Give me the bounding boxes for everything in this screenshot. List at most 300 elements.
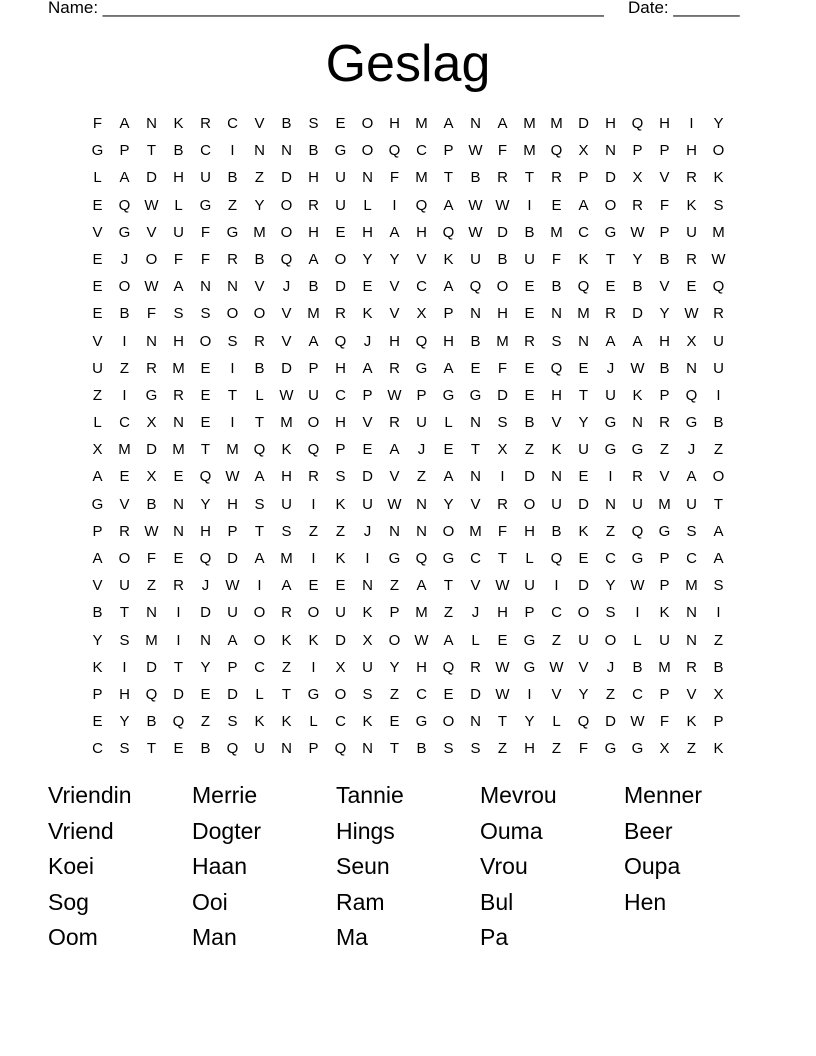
- grid-letter: M: [469, 522, 482, 540]
- grid-letter: I: [608, 468, 613, 486]
- grid-letter: T: [524, 169, 535, 187]
- grid-letter: D: [578, 577, 589, 595]
- word-list-item: Vrou: [480, 853, 528, 879]
- grid-letter: F: [497, 142, 508, 160]
- grid-letter: W: [468, 196, 483, 214]
- grid-letter: U: [227, 604, 238, 622]
- grid-letter: B: [119, 305, 130, 323]
- grid-letter: K: [335, 495, 346, 513]
- grid-letter: X: [416, 305, 427, 323]
- grid-letter: C: [227, 115, 238, 132]
- grid-letter: R: [254, 332, 265, 350]
- grid-letter: F: [578, 740, 589, 758]
- word-list-item: Sog: [48, 888, 89, 915]
- grid-letter: B: [551, 522, 562, 540]
- grid-letter: A: [443, 115, 454, 132]
- grid-letter: B: [254, 359, 265, 377]
- grid-letter: I: [311, 550, 316, 567]
- grid-letter: O: [253, 631, 266, 649]
- grid-letter: N: [146, 115, 157, 132]
- grid-letter: Y: [389, 658, 400, 676]
- grid-letter: E: [308, 577, 319, 595]
- grid-letter: F: [551, 250, 562, 268]
- grid-letter: A: [308, 250, 319, 268]
- grid-letter: V: [551, 685, 562, 703]
- grid-letter: A: [443, 278, 454, 296]
- grid-letter: N: [605, 495, 616, 513]
- name-date-header: [48, 0, 748, 18]
- grid-letter: O: [307, 604, 320, 622]
- grid-letter: S: [443, 740, 454, 758]
- grid-letter: E: [524, 278, 535, 296]
- word-list-item: Oupa: [624, 853, 681, 879]
- grid-letter: Q: [577, 278, 590, 296]
- grid-letter: J: [606, 359, 615, 377]
- grid-letter: N: [362, 169, 373, 187]
- grid-letter: H: [551, 386, 562, 404]
- grid-letter: C: [416, 685, 427, 703]
- grid-letter: H: [443, 332, 454, 350]
- grid-letter: U: [92, 359, 103, 377]
- grid-letter: O: [442, 522, 455, 540]
- grid-letter: N: [551, 305, 562, 323]
- grid-letter: Q: [550, 359, 563, 377]
- grid-letter: B: [632, 278, 643, 296]
- grid-letter: K: [686, 196, 697, 214]
- grid-letter: I: [527, 685, 532, 703]
- grid-letter: E: [524, 305, 535, 323]
- grid-letter: P: [308, 359, 319, 377]
- grid-letter: H: [416, 658, 427, 676]
- grid-letter: E: [578, 359, 589, 377]
- grid-letter: A: [497, 115, 508, 132]
- grid-letter: W: [495, 577, 510, 595]
- grid-letter: E: [335, 115, 346, 132]
- grid-letter: A: [308, 332, 319, 350]
- grid-letter: Q: [118, 196, 131, 214]
- grid-letter: P: [227, 658, 238, 676]
- grid-letter: R: [686, 169, 697, 187]
- grid-letter: W: [144, 196, 159, 214]
- grid-letter: B: [416, 740, 427, 758]
- grid-letter: A: [416, 577, 427, 595]
- grid-letter: Q: [226, 740, 239, 758]
- grid-letter: O: [361, 142, 374, 160]
- grid-letter: W: [144, 278, 159, 296]
- grid-letter: D: [173, 685, 184, 703]
- grid-letter: N: [254, 142, 265, 160]
- word-list-item: Haan: [192, 853, 247, 879]
- grid-letter: I: [230, 359, 235, 377]
- grid-letter: G: [604, 740, 617, 758]
- grid-letter: W: [495, 658, 510, 676]
- grid-letter: M: [172, 441, 185, 459]
- grid-letter: Z: [308, 522, 319, 540]
- grid-letter: V: [659, 468, 670, 486]
- grid-letter: M: [280, 550, 293, 567]
- grid-letter: O: [334, 685, 347, 703]
- grid-letter: E: [173, 740, 184, 758]
- grid-letter: O: [280, 223, 293, 241]
- grid-letter: N: [578, 332, 589, 350]
- grid-letter: P: [659, 142, 670, 160]
- grid-letter: P: [713, 713, 724, 731]
- grid-letter: G: [226, 223, 239, 241]
- grid-letter: Q: [145, 685, 158, 703]
- grid-letter: R: [551, 169, 562, 187]
- grid-letter: R: [632, 468, 643, 486]
- grid-letter: B: [470, 332, 481, 350]
- grid-letter: E: [119, 468, 130, 486]
- grid-letter: U: [551, 495, 562, 513]
- word-list-item: Mevrou: [480, 782, 557, 808]
- grid-letter: N: [551, 468, 562, 486]
- grid-letter: M: [415, 115, 428, 132]
- grid-letter: H: [389, 115, 400, 132]
- grid-letter: A: [389, 441, 400, 459]
- grid-letter: N: [200, 631, 211, 649]
- grid-letter: O: [253, 305, 266, 323]
- grid-letter: G: [442, 386, 455, 404]
- grid-letter: G: [631, 740, 644, 758]
- word-list-item: Pa: [480, 924, 509, 950]
- grid-letter: U: [173, 223, 184, 241]
- grid-letter: I: [176, 631, 181, 649]
- grid-letter: B: [308, 142, 319, 160]
- grid-letter: Y: [200, 658, 211, 676]
- grid-letter: R: [524, 332, 535, 350]
- grid-letter: M: [685, 577, 698, 595]
- grid-letter: E: [92, 713, 103, 731]
- grid-letter: A: [254, 468, 265, 486]
- word-list-item: Beer: [624, 817, 673, 844]
- grid-letter: G: [523, 658, 536, 676]
- grid-letter: N: [470, 115, 481, 132]
- grid-letter: E: [389, 713, 400, 731]
- grid-letter: C: [470, 550, 481, 567]
- grid-letter: I: [689, 115, 694, 132]
- grid-letter: P: [659, 577, 670, 595]
- grid-letter: Q: [280, 250, 293, 268]
- grid-letter: Z: [497, 740, 508, 758]
- grid-letter: A: [443, 468, 454, 486]
- grid-letter: K: [362, 713, 373, 731]
- grid-letter: Q: [172, 713, 185, 731]
- grid-letter: Z: [551, 740, 562, 758]
- grid-letter: C: [254, 658, 265, 676]
- grid-letter: N: [686, 631, 697, 649]
- grid-letter: B: [200, 740, 211, 758]
- grid-letter: Z: [605, 522, 616, 540]
- grid-letter: F: [659, 196, 670, 214]
- grid-letter: O: [496, 278, 509, 296]
- grid-letter: W: [468, 223, 483, 241]
- grid-letter: E: [200, 414, 211, 432]
- grid-letter: I: [176, 604, 181, 622]
- grid-letter: J: [120, 250, 129, 268]
- grid-letter: Q: [334, 332, 347, 350]
- grid-letter: T: [389, 740, 400, 758]
- grid-letter: R: [686, 658, 697, 676]
- grid-letter: A: [254, 550, 265, 567]
- grid-letter: C: [416, 142, 427, 160]
- grid-letter: D: [497, 223, 508, 241]
- grid-letter: U: [605, 386, 616, 404]
- grid-letter: H: [362, 223, 373, 241]
- grid-letter: I: [500, 468, 505, 486]
- grid-letter: C: [335, 386, 346, 404]
- grid-letter: E: [173, 468, 184, 486]
- grid-letter: E: [200, 685, 211, 703]
- grid-letter: O: [604, 631, 617, 649]
- word-list-item: Bul: [480, 888, 514, 915]
- grid-letter: V: [686, 685, 697, 703]
- grid-letter: H: [173, 332, 184, 350]
- grid-letter: E: [551, 196, 562, 214]
- grid-letter: R: [308, 468, 319, 486]
- word-list-item: Vriend: [48, 817, 114, 844]
- grid-letter: G: [91, 495, 104, 513]
- grid-letter: P: [92, 522, 103, 540]
- grid-letter: H: [335, 414, 346, 432]
- grid-letter: E: [173, 550, 184, 567]
- grid-letter: M: [415, 169, 428, 187]
- grid-letter: B: [173, 142, 184, 160]
- grid-letter: B: [632, 658, 643, 676]
- grid-letter: Z: [416, 468, 427, 486]
- grid-letter: E: [92, 250, 103, 268]
- grid-letter: P: [416, 386, 427, 404]
- grid-letter: P: [578, 169, 589, 187]
- grid-letter: A: [443, 631, 454, 649]
- grid-letter: U: [119, 577, 130, 595]
- grid-letter: G: [334, 142, 347, 160]
- grid-letter: Z: [659, 441, 670, 459]
- grid-letter: V: [659, 169, 670, 187]
- grid-letter: H: [281, 468, 292, 486]
- grid-letter: N: [173, 522, 184, 540]
- grid-letter: Q: [199, 468, 212, 486]
- grid-letter: V: [254, 278, 265, 296]
- grid-letter: I: [527, 196, 532, 214]
- grid-letter: L: [93, 414, 102, 432]
- grid-letter: L: [309, 713, 318, 731]
- grid-letter: K: [92, 658, 103, 676]
- grid-letter: D: [578, 495, 589, 513]
- grid-letter: M: [550, 223, 563, 241]
- grid-letter: N: [281, 142, 292, 160]
- grid-letter: G: [91, 142, 104, 160]
- grid-letter: N: [470, 468, 481, 486]
- grid-letter: N: [362, 740, 373, 758]
- grid-letter: G: [415, 359, 428, 377]
- grid-letter: S: [119, 740, 130, 758]
- grid-letter: Y: [200, 495, 211, 513]
- grid-letter: D: [578, 115, 589, 132]
- grid-letter: G: [199, 196, 212, 214]
- grid-letter: Z: [92, 386, 103, 404]
- grid-letter: R: [470, 658, 481, 676]
- grid-letter: X: [497, 441, 508, 459]
- grid-letter: Z: [119, 359, 130, 377]
- grid-letter: Q: [253, 441, 266, 459]
- grid-letter: B: [659, 359, 670, 377]
- grid-letter: N: [605, 142, 616, 160]
- grid-letter: I: [122, 332, 127, 350]
- grid-letter: T: [497, 713, 508, 731]
- grid-letter: S: [497, 414, 508, 432]
- grid-letter: P: [92, 685, 103, 703]
- grid-letter: U: [362, 495, 373, 513]
- grid-letter: F: [497, 359, 508, 377]
- grid-letter: R: [173, 577, 184, 595]
- grid-letter: K: [362, 604, 373, 622]
- grid-letter: W: [225, 468, 240, 486]
- grid-letter: C: [551, 604, 562, 622]
- grid-letter: L: [552, 713, 561, 731]
- grid-letter: E: [335, 223, 346, 241]
- grid-letter: A: [686, 468, 697, 486]
- grid-letter: Z: [281, 658, 292, 676]
- grid-letter: P: [389, 604, 400, 622]
- grid-letter: K: [659, 604, 670, 622]
- grid-letter: W: [495, 196, 510, 214]
- grid-letter: R: [632, 196, 643, 214]
- grid-letter: G: [442, 550, 455, 567]
- grid-letter: G: [604, 441, 617, 459]
- word-list-item: Seun: [336, 853, 390, 879]
- grid-letter: T: [173, 658, 184, 676]
- grid-letter: S: [713, 196, 724, 214]
- grid-letter: Z: [551, 631, 562, 649]
- grid-letter: W: [495, 685, 510, 703]
- grid-letter: S: [227, 332, 238, 350]
- grid-letter: Y: [443, 495, 454, 513]
- grid-letter: U: [335, 169, 346, 187]
- grid-letter: E: [335, 577, 346, 595]
- grid-letter: F: [659, 713, 670, 731]
- grid-letter: F: [146, 550, 157, 567]
- grid-letter: K: [632, 386, 643, 404]
- grid-letter: O: [388, 631, 401, 649]
- grid-letter: I: [122, 386, 127, 404]
- grid-letter: D: [605, 169, 616, 187]
- grid-letter: A: [119, 115, 130, 132]
- grid-letter: F: [200, 223, 211, 241]
- grid-letter: B: [92, 604, 103, 622]
- grid-letter: R: [713, 305, 724, 323]
- grid-letter: T: [470, 441, 481, 459]
- grid-letter: O: [442, 713, 455, 731]
- grid-letter: E: [362, 278, 373, 296]
- grid-letter: K: [281, 441, 292, 459]
- grid-letter: T: [713, 495, 724, 513]
- grid-letter: F: [389, 169, 400, 187]
- grid-letter: G: [118, 223, 131, 241]
- grid-letter: G: [523, 631, 536, 649]
- grid-letter: U: [632, 495, 643, 513]
- grid-letter: D: [335, 278, 346, 296]
- grid-letter: Y: [605, 577, 616, 595]
- grid-letter: I: [635, 604, 640, 622]
- grid-letter: N: [146, 604, 157, 622]
- grid-letter: K: [362, 305, 373, 323]
- grid-letter: Z: [254, 169, 265, 187]
- grid-letter: D: [470, 685, 481, 703]
- grid-letter: T: [227, 386, 238, 404]
- grid-letter: S: [713, 577, 724, 595]
- grid-letter: D: [281, 169, 292, 187]
- grid-letter: Q: [685, 386, 698, 404]
- grid-letter: M: [118, 441, 131, 459]
- word-list-item: Koei: [48, 853, 95, 879]
- word-list-item: Man: [192, 924, 237, 950]
- grid-letter: B: [281, 115, 292, 132]
- grid-letter: B: [146, 495, 157, 513]
- grid-letter: Z: [524, 441, 535, 459]
- grid-letter: P: [659, 685, 670, 703]
- grid-letter: O: [361, 115, 374, 132]
- grid-letter: M: [226, 441, 239, 459]
- grid-letter: I: [122, 658, 127, 676]
- grid-letter: B: [497, 250, 508, 268]
- grid-letter: S: [551, 332, 562, 350]
- grid-letter: H: [659, 115, 670, 132]
- grid-letter: V: [281, 332, 292, 350]
- grid-letter: K: [173, 115, 184, 132]
- grid-letter: M: [145, 631, 158, 649]
- grid-letter: R: [146, 359, 157, 377]
- grid-letter: Q: [469, 278, 482, 296]
- grid-letter: Y: [362, 250, 373, 268]
- grid-letter: D: [632, 305, 643, 323]
- grid-letter: P: [524, 604, 535, 622]
- grid-letter: S: [119, 631, 130, 649]
- grid-letter: P: [659, 223, 670, 241]
- grid-letter: Z: [335, 522, 346, 540]
- grid-letter: K: [713, 740, 724, 758]
- grid-letter: M: [712, 223, 725, 241]
- grid-letter: K: [578, 522, 589, 540]
- grid-letter: R: [389, 414, 400, 432]
- grid-letter: G: [685, 414, 698, 432]
- grid-letter: H: [524, 740, 535, 758]
- grid-letter: Y: [632, 250, 643, 268]
- grid-letter: N: [173, 414, 184, 432]
- grid-letter: H: [227, 495, 238, 513]
- grid-letter: X: [92, 441, 103, 459]
- grid-letter: U: [659, 631, 670, 649]
- grid-letter: A: [173, 278, 184, 296]
- grid-letter: R: [173, 386, 184, 404]
- grid-letter: V: [659, 278, 670, 296]
- grid-letter: G: [658, 522, 671, 540]
- grid-letter: C: [578, 223, 589, 241]
- grid-letter: B: [470, 169, 481, 187]
- grid-letter: U: [524, 250, 535, 268]
- grid-letter: I: [230, 414, 235, 432]
- grid-letter: E: [443, 685, 454, 703]
- grid-letter: D: [605, 713, 616, 731]
- grid-letter: E: [686, 278, 697, 296]
- grid-letter: S: [200, 305, 211, 323]
- grid-letter: Y: [578, 414, 589, 432]
- grid-letter: Q: [388, 142, 401, 160]
- grid-letter: J: [417, 441, 426, 459]
- grid-letter: H: [389, 332, 400, 350]
- grid-letter: E: [92, 305, 103, 323]
- grid-letter: X: [362, 631, 373, 649]
